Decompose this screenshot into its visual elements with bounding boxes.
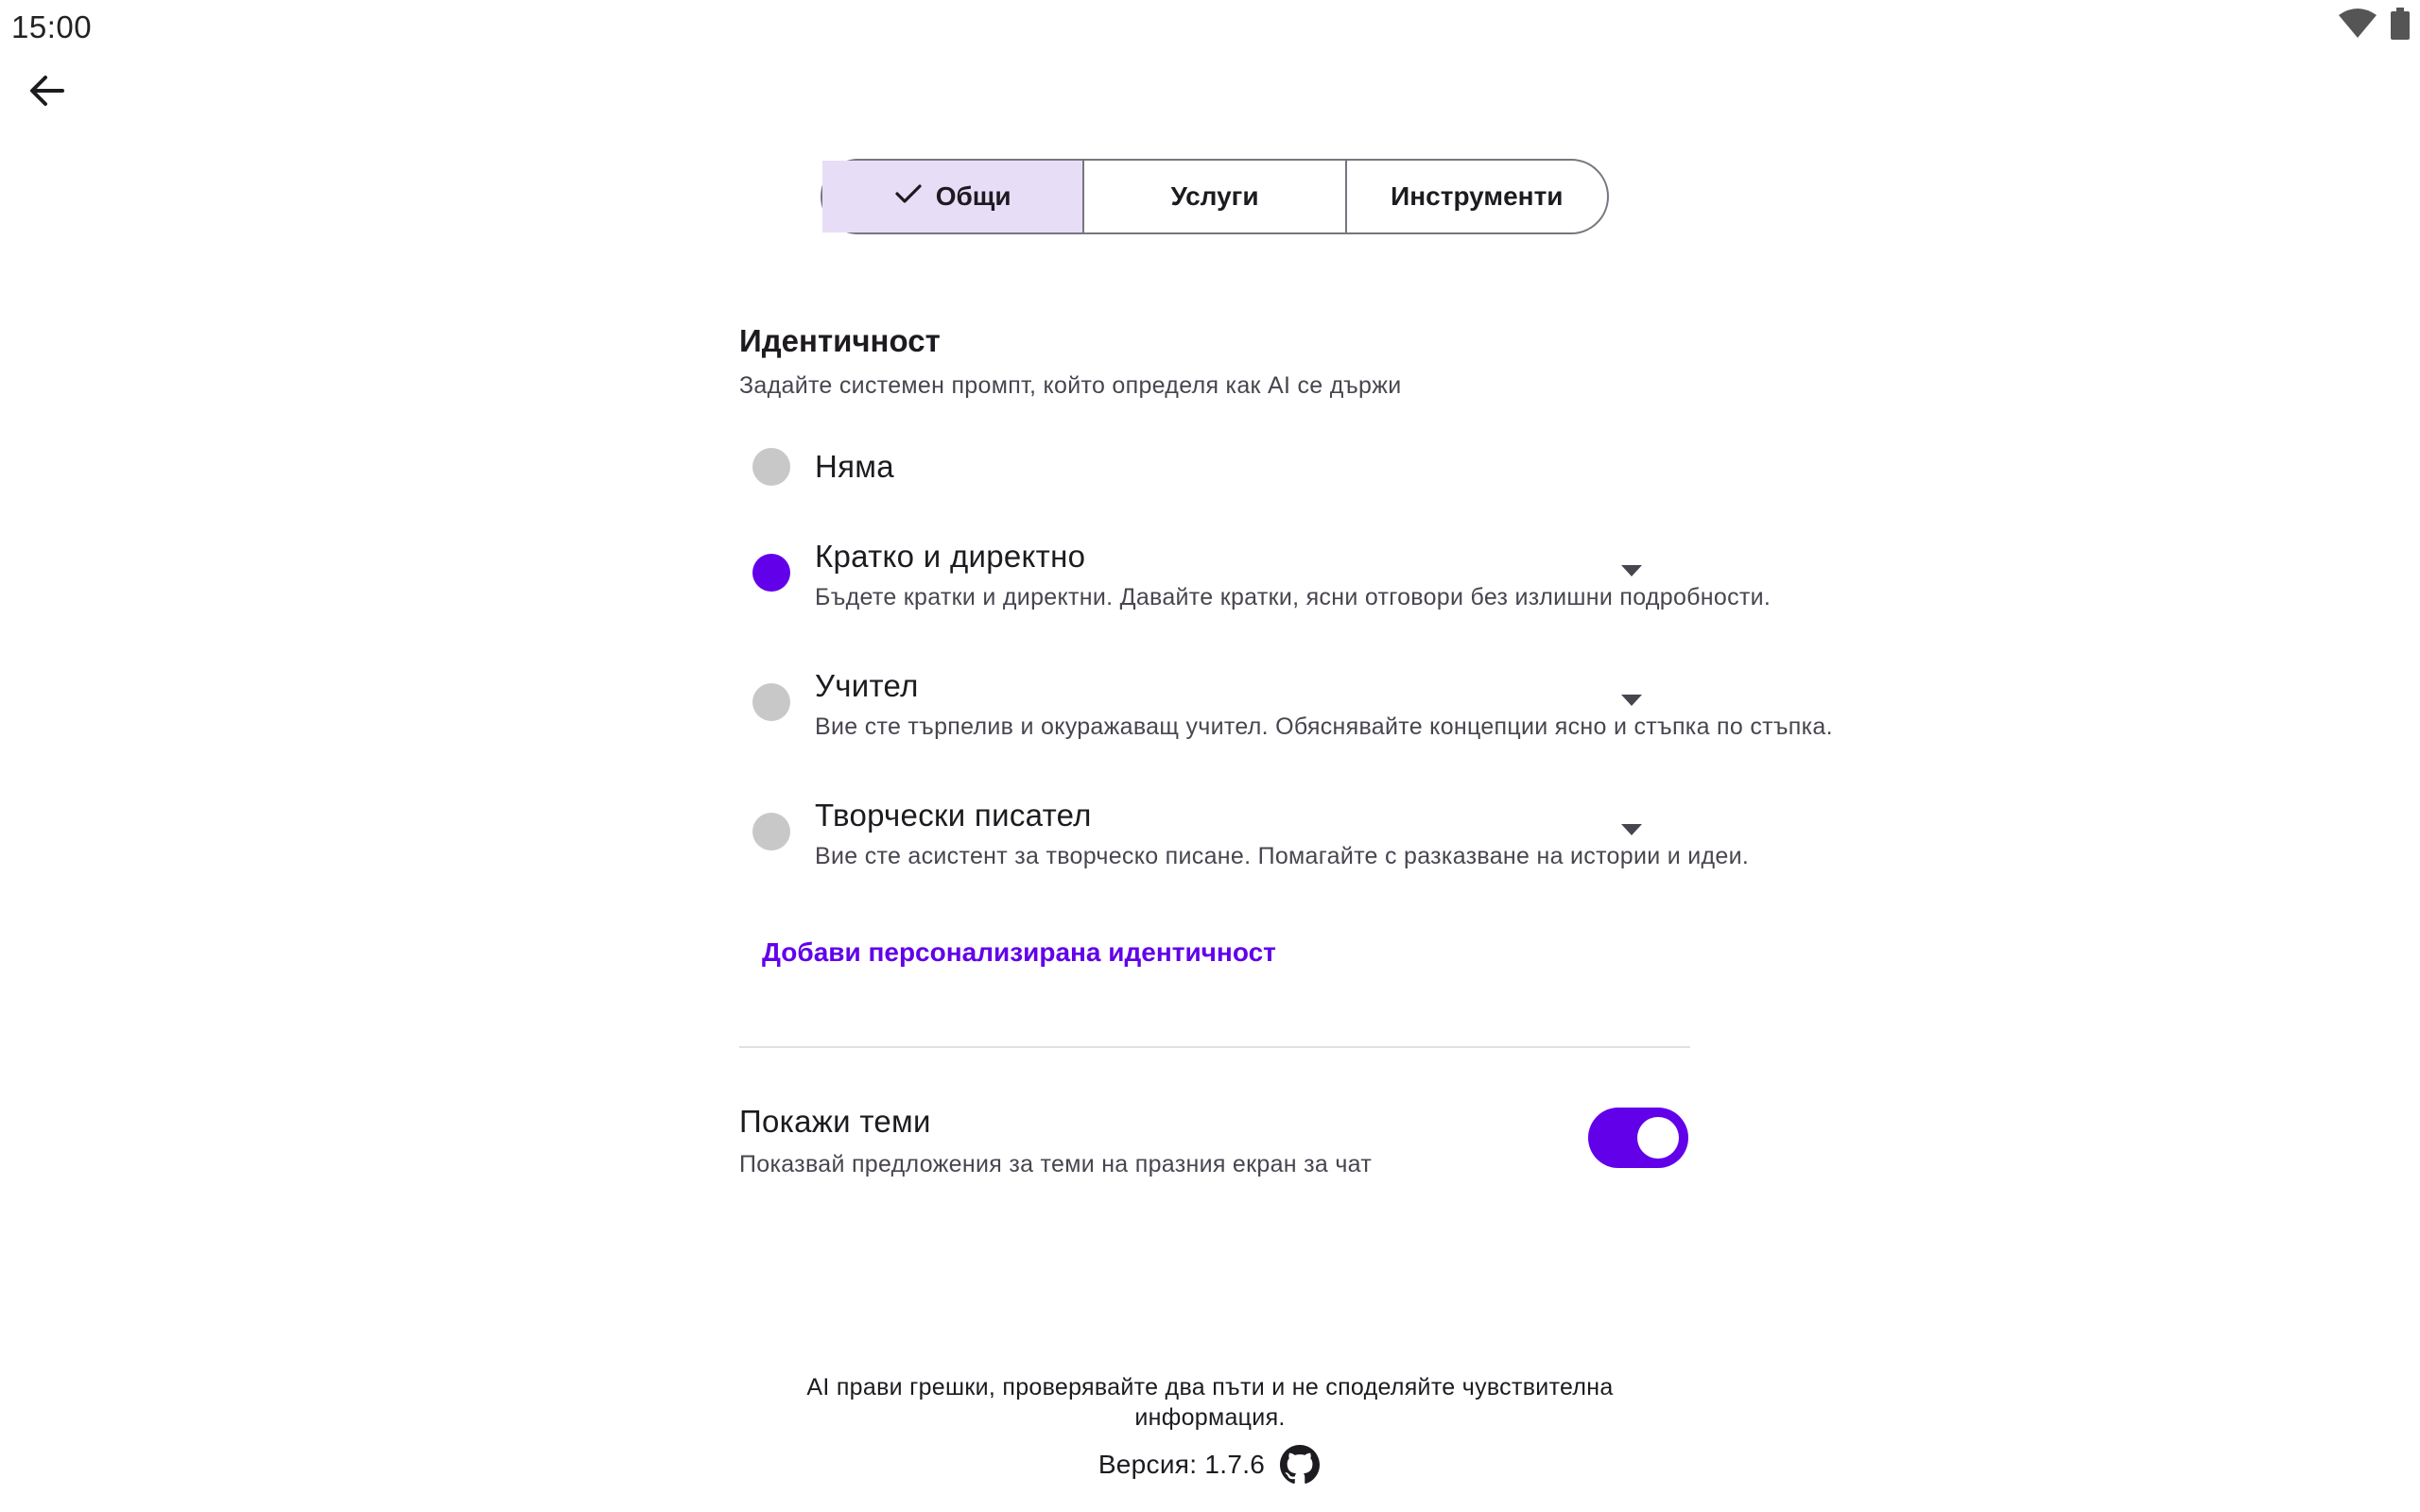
status-time: 15:00	[11, 9, 93, 44]
show-topics-setting	[739, 1104, 1690, 1178]
expand-button[interactable]	[1613, 683, 1651, 721]
identity-option-label: Учител	[815, 668, 919, 703]
identity-option-teacher[interactable]	[752, 668, 1833, 741]
tab-general[interactable]	[822, 161, 1082, 232]
identity-option-text	[815, 449, 1651, 485]
toggle-thumb	[1637, 1117, 1679, 1159]
github-icon[interactable]	[1280, 1444, 1322, 1486]
identity-option-label: Няма	[815, 449, 894, 484]
show-topics-subtitle: Показвай предложения за теми на празния екран за чат	[739, 1151, 1373, 1177]
status-icons	[2339, 8, 2411, 44]
caret-down-icon	[1621, 823, 1642, 840]
tab-services[interactable]	[1082, 161, 1344, 232]
arrow-left-icon	[28, 72, 66, 114]
identity-option-description: Бъдете кратки и директни. Давайте кратки, ясни отговори без излишни подробности.	[815, 584, 1772, 610]
identity-option-text	[815, 539, 1772, 611]
caret-down-icon	[1621, 694, 1642, 711]
caret-down-icon	[1621, 564, 1642, 581]
divider	[739, 1046, 1690, 1048]
identity-subtitle: Задайте системен промпт, който определя как AI се държи	[739, 372, 1402, 399]
identity-option-concise[interactable]	[752, 539, 1772, 611]
identity-option-creative-writer[interactable]	[752, 798, 1750, 870]
show-topics-title: Покажи теми	[739, 1104, 931, 1139]
identity-title: Идентичност	[739, 323, 941, 358]
tab-general-label: Общи	[935, 181, 1011, 211]
add-custom-identity-button[interactable]: Добави персонализирана идентичност	[762, 937, 1276, 967]
show-topics-toggle[interactable]	[1588, 1108, 1688, 1168]
radio-button[interactable]	[752, 683, 790, 721]
radio-button[interactable]	[752, 813, 790, 850]
disclaimer-text: AI прави грешки, проверявайте два пъти и не споделяйте чувствителна информация.	[806, 1374, 1614, 1431]
tab-tools-label: Инструменти	[1391, 181, 1564, 211]
wifi-icon	[2339, 9, 2377, 43]
identity-option-label: Кратко и директно	[815, 539, 1086, 574]
battery-icon	[2390, 8, 2411, 44]
back-button[interactable]	[21, 66, 74, 119]
identity-option-text	[815, 668, 1833, 741]
settings-tabs	[821, 159, 1609, 234]
radio-button[interactable]	[752, 554, 790, 592]
identity-option-description: Вие сте асистент за творческо писане. Помагайте с разказване на истории и идеи.	[815, 843, 1750, 869]
tab-tools[interactable]	[1345, 161, 1607, 232]
radio-button[interactable]	[752, 448, 790, 486]
identity-option-text	[815, 798, 1750, 870]
identity-option-label: Творчески писател	[815, 798, 1092, 833]
identity-section	[739, 323, 1690, 400]
identity-option-none[interactable]	[752, 448, 1651, 486]
tab-services-label: Услуги	[1170, 181, 1259, 211]
version-row	[0, 1444, 2420, 1486]
identity-option-description: Вие сте търпелив и окуражаващ учител. Обяснявайте концепции ясно и стъпка по стъпка.	[815, 713, 1833, 740]
version-text: Версия: 1.7.6	[1098, 1450, 1266, 1479]
check-icon	[894, 181, 923, 212]
expand-button[interactable]	[1613, 813, 1651, 850]
expand-button[interactable]	[1613, 554, 1651, 592]
